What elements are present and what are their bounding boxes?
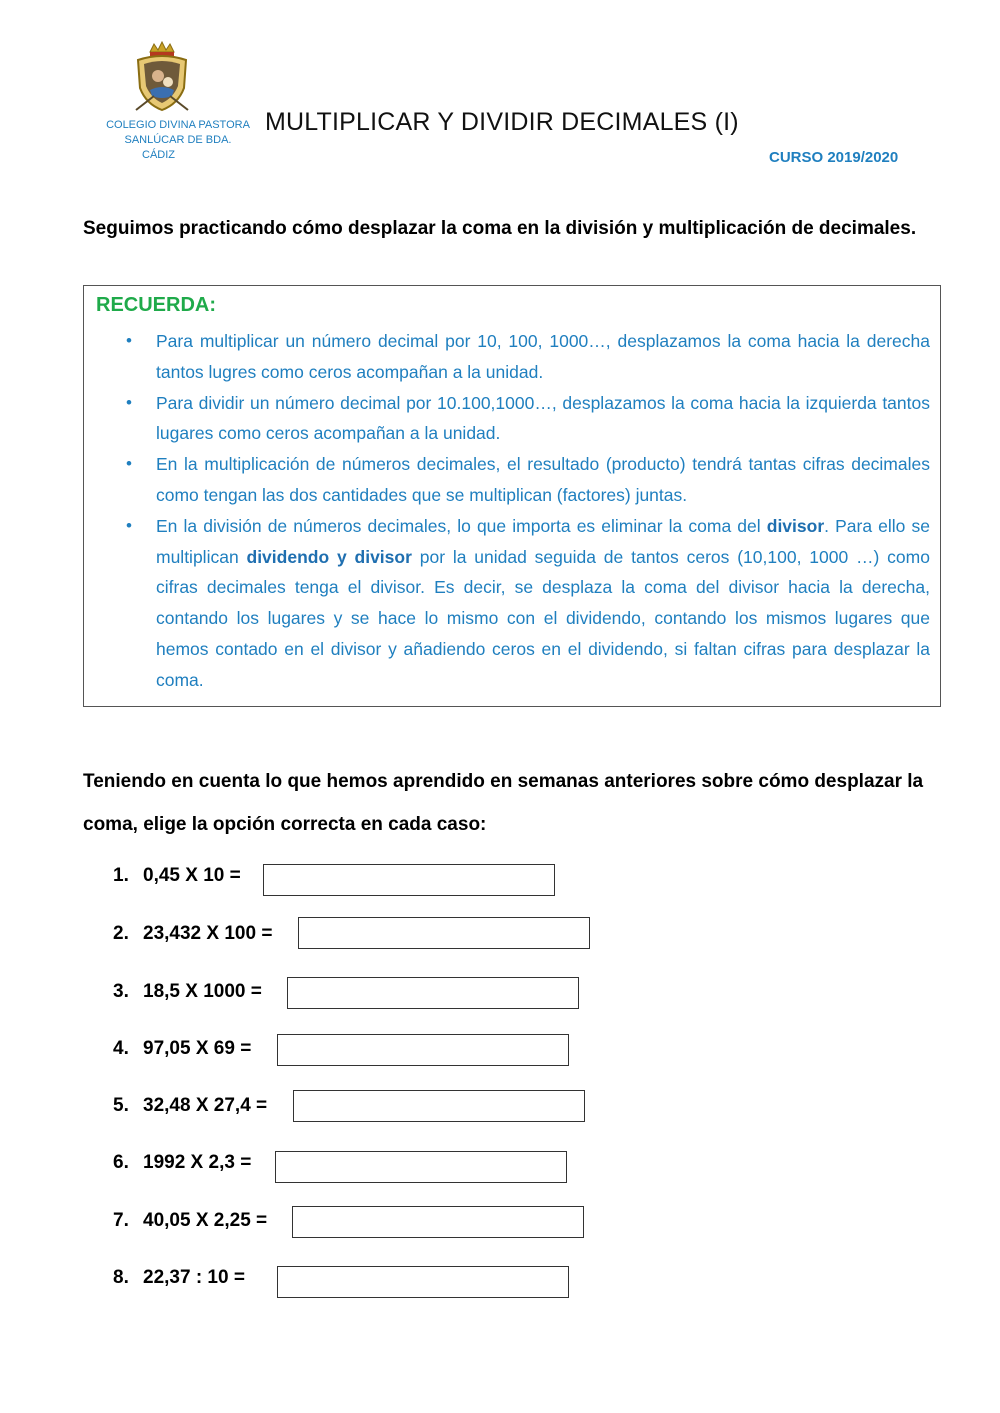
answer-input-6[interactable]	[275, 1151, 567, 1183]
school-line-3: CÁDIZ	[142, 149, 175, 161]
rule-text-part: . Para ello se multiplican	[156, 515, 931, 567]
rules-list	[156, 326, 930, 696]
exercise-expression: 40,05 X 2,25 =	[143, 1210, 268, 1231]
exercise-expression: 18,5 X 1000 =	[143, 981, 262, 1002]
rule-text: Para dividir un número decimal por 10.100,1000…, desplazamos la coma hacia la izquierda tantos lugares como ceros acompañan a la unidad.	[156, 392, 930, 444]
school-line-2: SANLÚCAR DE BDA.	[124, 134, 232, 146]
rule-text-part: por la unidad seguida de tantos ceros (10,100, 1000 …) como cifras decimales tenga el divisor. Es decir, se desplaza la coma del divisor hacia la derecha, contando los lugares y se hace lo mismo con el dividendo, contando los mismos lugares que hemos contado en el divisor y añadiendo ceros en el dividendo, si faltan cifras para desplazar la coma.	[156, 546, 930, 690]
exercise-item	[113, 1210, 267, 1232]
exercise-number: 6.	[113, 1152, 129, 1173]
course-label: CURSO 2019/2020	[769, 149, 899, 166]
school-line-1: COLEGIO DIVINA PASTORA	[106, 119, 250, 131]
exercise-number: 4.	[113, 1038, 129, 1059]
rule-item	[156, 326, 930, 388]
exercise-number: 2.	[113, 923, 129, 944]
page-title: MULTIPLICAR Y DIVIDIR DECIMALES (I)	[265, 108, 739, 136]
exercise-number: 7.	[113, 1210, 129, 1231]
recuerda-box	[83, 285, 941, 707]
rule-item	[156, 449, 930, 511]
rule-emphasis: divisor	[766, 515, 825, 536]
answer-input-5[interactable]	[293, 1090, 585, 1122]
exercise-item	[113, 1038, 251, 1060]
exercise-expression: 97,05 X 69 =	[143, 1038, 252, 1059]
exercise-number: 8.	[113, 1267, 129, 1288]
exercise-number: 1.	[113, 865, 129, 886]
exercise-expression: 0,45 X 10 =	[143, 865, 241, 886]
exercise-number: 5.	[113, 1095, 129, 1116]
instructions: Teniendo en cuenta lo que hemos aprendido en semanas anteriores sobre cómo desplazar la coma, elige la opción correcta en cada caso:	[83, 771, 924, 835]
rule-text: En la multiplicación de números decimales, el resultado (producto) tendrá tantas cifras decimales como tengan las dos cantidades que se multiplican (factores) juntas.	[156, 454, 930, 505]
answer-input-2[interactable]	[298, 917, 590, 949]
school-name	[88, 118, 268, 163]
exercise-item	[113, 1267, 245, 1289]
exercise-expression: 22,37 : 10 =	[143, 1267, 245, 1288]
rule-text: Para multiplicar un número decimal por 10, 100, 1000…, desplazamos la coma hacia la derecha tantos lugres como ceros acompañan a la unidad.	[156, 331, 930, 382]
answer-input-1[interactable]	[263, 864, 555, 896]
rule-text-part: En la división de números decimales, lo que importa es eliminar la coma del	[156, 515, 767, 536]
answer-input-3[interactable]	[287, 977, 579, 1009]
exercise-item	[113, 981, 262, 1003]
exercise-expression: 1992 X 2,3 =	[143, 1152, 252, 1173]
school-crest-icon	[128, 40, 196, 116]
rule-emphasis: dividendo y divisor	[246, 546, 412, 567]
exercise-item	[113, 865, 241, 887]
rule-item	[156, 388, 930, 450]
answer-input-7[interactable]	[292, 1206, 584, 1238]
exercise-expression: 32,48 X 27,4 =	[143, 1095, 268, 1116]
rule-item	[156, 511, 930, 696]
exercise-item	[113, 923, 272, 945]
exercise-item	[113, 1095, 267, 1117]
intro-paragraph: Seguimos practicando cómo desplazar la coma en la división y multiplicación de decimales.	[83, 218, 917, 239]
exercise-expression: 23,432 X 100 =	[143, 923, 273, 944]
exercise-number: 3.	[113, 981, 129, 1002]
answer-input-4[interactable]	[277, 1034, 569, 1066]
answer-input-8[interactable]	[277, 1266, 569, 1298]
exercise-item	[113, 1152, 251, 1174]
recuerda-heading: RECUERDA:	[96, 294, 216, 316]
